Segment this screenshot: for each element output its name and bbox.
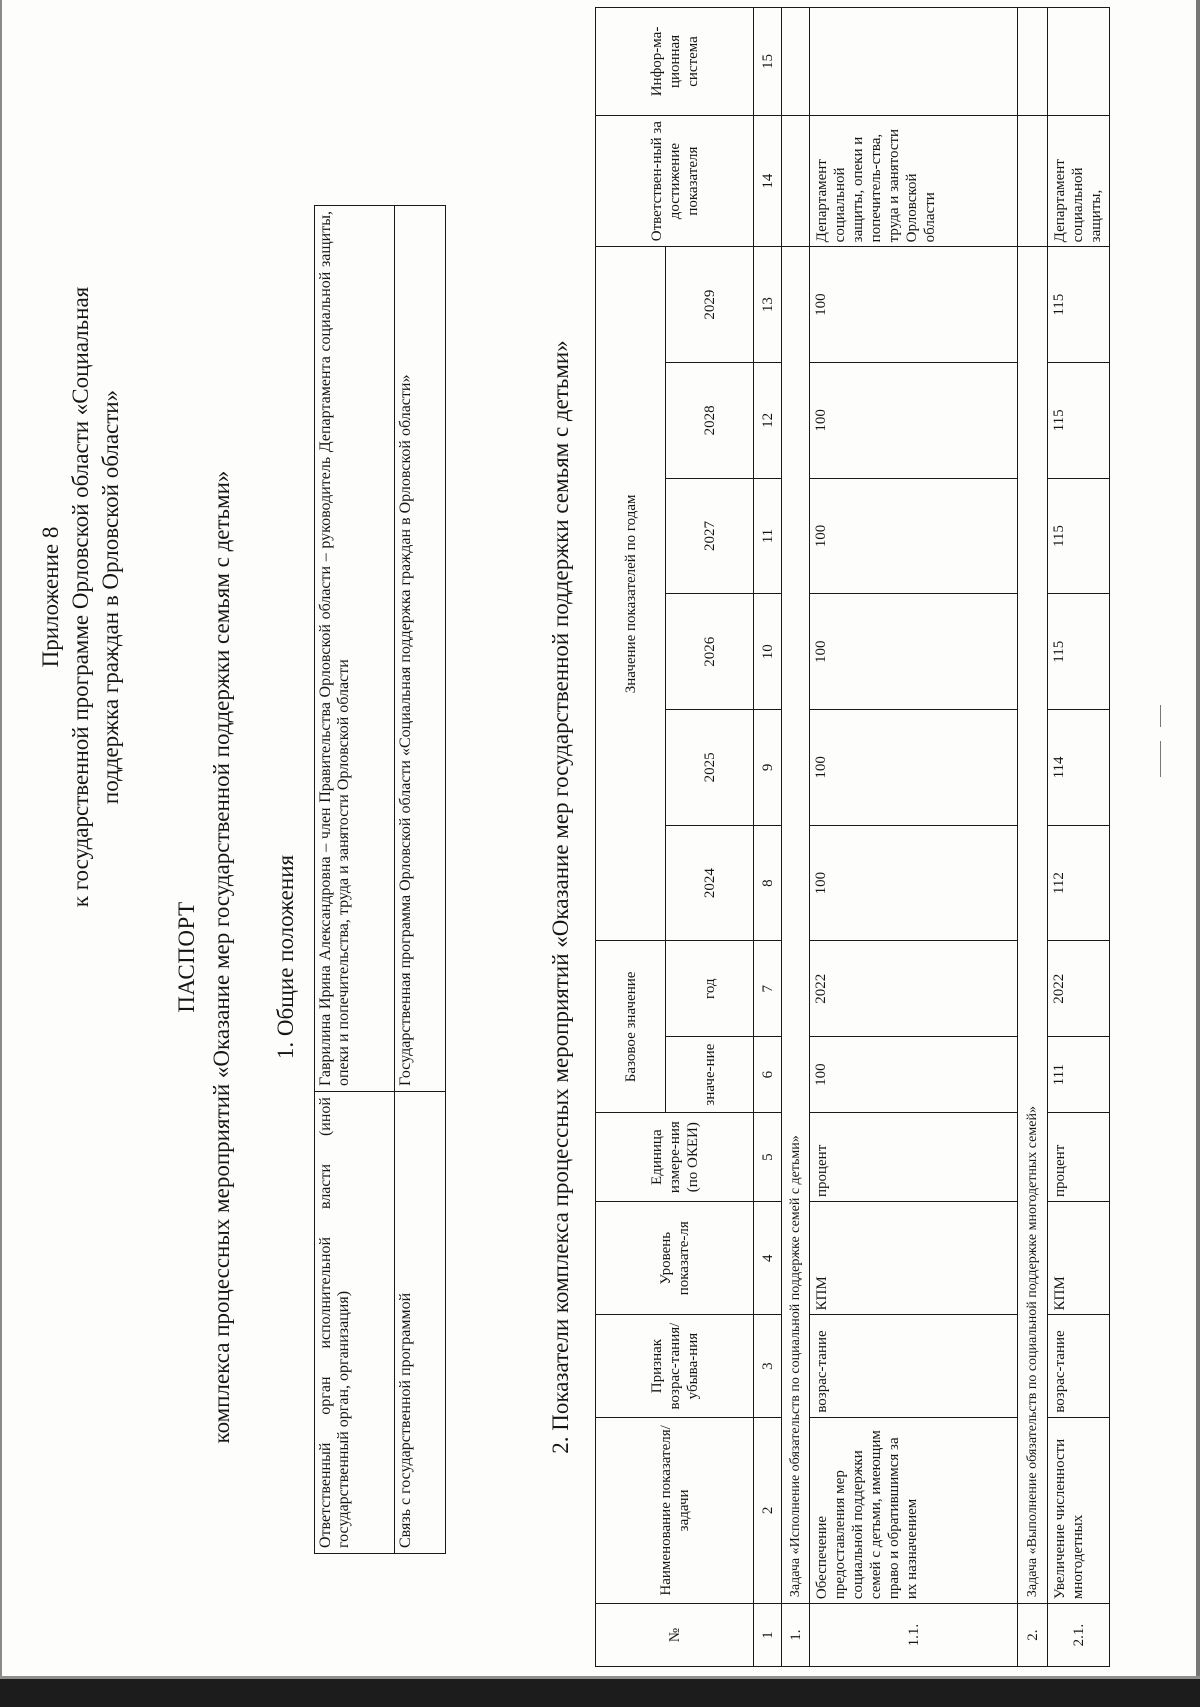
scan-shadow (0, 1679, 1200, 1707)
indicator-row (1048, 8, 1110, 1667)
indicator-trend: возрас-тание (1048, 1315, 1110, 1417)
column-number: 3 (754, 1315, 782, 1417)
column-number: 1 (754, 1604, 782, 1667)
scan-edge (0, 0, 2, 1707)
column-number: 9 (754, 710, 782, 826)
year-value: 100 (810, 594, 1018, 710)
column-header: Значение показателей по годам (596, 247, 666, 941)
label-cell: Связь с государственной программой (395, 1092, 446, 1554)
value-cell: Государственная программа Орловской области «Социальная поддержка граждан в Орловской области» (395, 206, 446, 1092)
indicator-number: 1.1. (810, 1604, 1018, 1667)
column-number: 5 (754, 1113, 782, 1202)
column-header: Признак возрас-тания/ убыва-ния (596, 1315, 754, 1417)
column-number: 13 (754, 247, 782, 363)
label-cell: Ответственный орган исполнительной власти (иной государственный орган, организация) (315, 1092, 395, 1554)
indicator-number: 2.1. (1048, 1604, 1110, 1667)
year-value: 100 (810, 247, 1018, 363)
column-number: 6 (754, 1036, 782, 1112)
column-number: 4 (754, 1202, 782, 1315)
base-value: 100 (810, 1036, 1018, 1112)
task-number: 2. (1018, 1604, 1048, 1667)
column-header: Наименование показателя/задачи (596, 1417, 754, 1603)
task-title: Задача «Выполнение обязательств по социальной поддержке многодетных семей» (1018, 247, 1048, 1604)
information-system (1048, 8, 1110, 116)
column-number: 7 (754, 941, 782, 1036)
year-value: 100 (810, 710, 1018, 826)
table-row (315, 206, 395, 1554)
task-row (782, 8, 810, 1667)
column-number: 8 (754, 825, 782, 941)
year-value: 100 (810, 478, 1018, 594)
column-number: 14 (754, 115, 782, 246)
indicator-unit: процент (1048, 1113, 1110, 1202)
column-header: № (596, 1604, 754, 1667)
section-heading: 1. Общие положения (273, 854, 298, 1060)
empty-cell (782, 115, 810, 246)
year-header: 2029 (666, 247, 754, 363)
empty-cell (1018, 115, 1048, 246)
indicator-name: Обеспечение предоставления мер социальной поддержки семей с детьми, имеющим право и обратившимся за их назначением (810, 1417, 1018, 1603)
column-number: 12 (754, 363, 782, 479)
column-number-row (754, 8, 782, 1667)
year-value: 112 (1048, 825, 1110, 941)
year-header: 2027 (666, 478, 754, 594)
column-number: 15 (754, 8, 782, 116)
responsible-body: Департамент социальной защиты, опеки и попечитель-ства, труда и занятости Орловской области (810, 115, 1018, 246)
year-header: 2026 (666, 594, 754, 710)
year-value: 115 (1048, 247, 1110, 363)
year-header: 2025 (666, 710, 754, 826)
year-header: 2024 (666, 825, 754, 941)
value-cell: Гаврилина Ирина Александровна – член Правительства Орловской области – руководитель Департамента социальной защиты, опеки и попечительства, труда и занятости Орловской области (315, 206, 395, 1092)
responsible-body: Департамент социальной защиты, (1048, 115, 1110, 246)
scan-edge (1196, 0, 1200, 1707)
column-header: Уровень показате-ля (596, 1202, 754, 1315)
indicator-level: КПМ (810, 1202, 1018, 1315)
indicator-name: Увеличение численности многодетных (1048, 1417, 1110, 1603)
column-header: Ответствен-ный за достижение показателя (596, 115, 754, 246)
appendix-reference-cont: поддержка граждан в Орловской области» (98, 389, 123, 805)
column-header: год (666, 941, 754, 1036)
column-header: Единица измере-ния (по ОКЕИ) (596, 1113, 754, 1202)
document-title: ПАСПОРТ (174, 901, 199, 1013)
task-title: Задача «Исполнение обязательств по социальной поддержке семей с детьми» (782, 247, 810, 1604)
column-number: 2 (754, 1417, 782, 1603)
appendix-reference: к государственной программе Орловской области «Социальная (68, 286, 93, 908)
column-header: значе-ние (666, 1036, 754, 1112)
appendix-header (36, 47, 126, 1147)
empty-cell (1018, 8, 1048, 116)
column-number: 11 (754, 478, 782, 594)
column-number: 10 (754, 594, 782, 710)
scan-mark (1160, 741, 1161, 777)
year-value: 100 (810, 825, 1018, 941)
information-system (810, 8, 1018, 116)
column-header: Инфор-ма-ционная система (596, 8, 754, 116)
base-value: 111 (1048, 1036, 1110, 1112)
appendix-number: Приложение 8 (38, 526, 63, 668)
year-value: 100 (810, 363, 1018, 479)
base-year: 2022 (1048, 941, 1110, 1036)
task-number: 1. (782, 1604, 810, 1667)
indicator-row (810, 8, 1018, 1667)
base-year: 2022 (810, 941, 1018, 1036)
year-value: 115 (1048, 594, 1110, 710)
indicator-level: КПМ (1048, 1202, 1110, 1315)
task-row (1018, 8, 1048, 1667)
indicators-table (595, 7, 1110, 1667)
scan-mark (1160, 705, 1161, 727)
year-value: 115 (1048, 363, 1110, 479)
header-row (596, 8, 666, 1667)
scan-shadow (0, 1676, 1200, 1679)
year-header: 2028 (666, 363, 754, 479)
indicator-unit: процент (810, 1113, 1018, 1202)
year-value: 114 (1048, 710, 1110, 826)
general-provisions-table (314, 205, 446, 1554)
year-value: 115 (1048, 478, 1110, 594)
document-subtitle: комплекса процессных мероприятий «Оказание мер государственной поддержки семьям с детьми» (209, 470, 234, 1444)
section-heading: 2. Показатели комплекса процессных мероприятий «Оказание мер государственной поддержки семьям с детьми» (548, 340, 573, 1454)
column-header: Базовое значение (596, 941, 666, 1113)
empty-cell (782, 8, 810, 116)
table-row (395, 206, 446, 1554)
indicator-trend: возрас-тание (810, 1315, 1018, 1417)
